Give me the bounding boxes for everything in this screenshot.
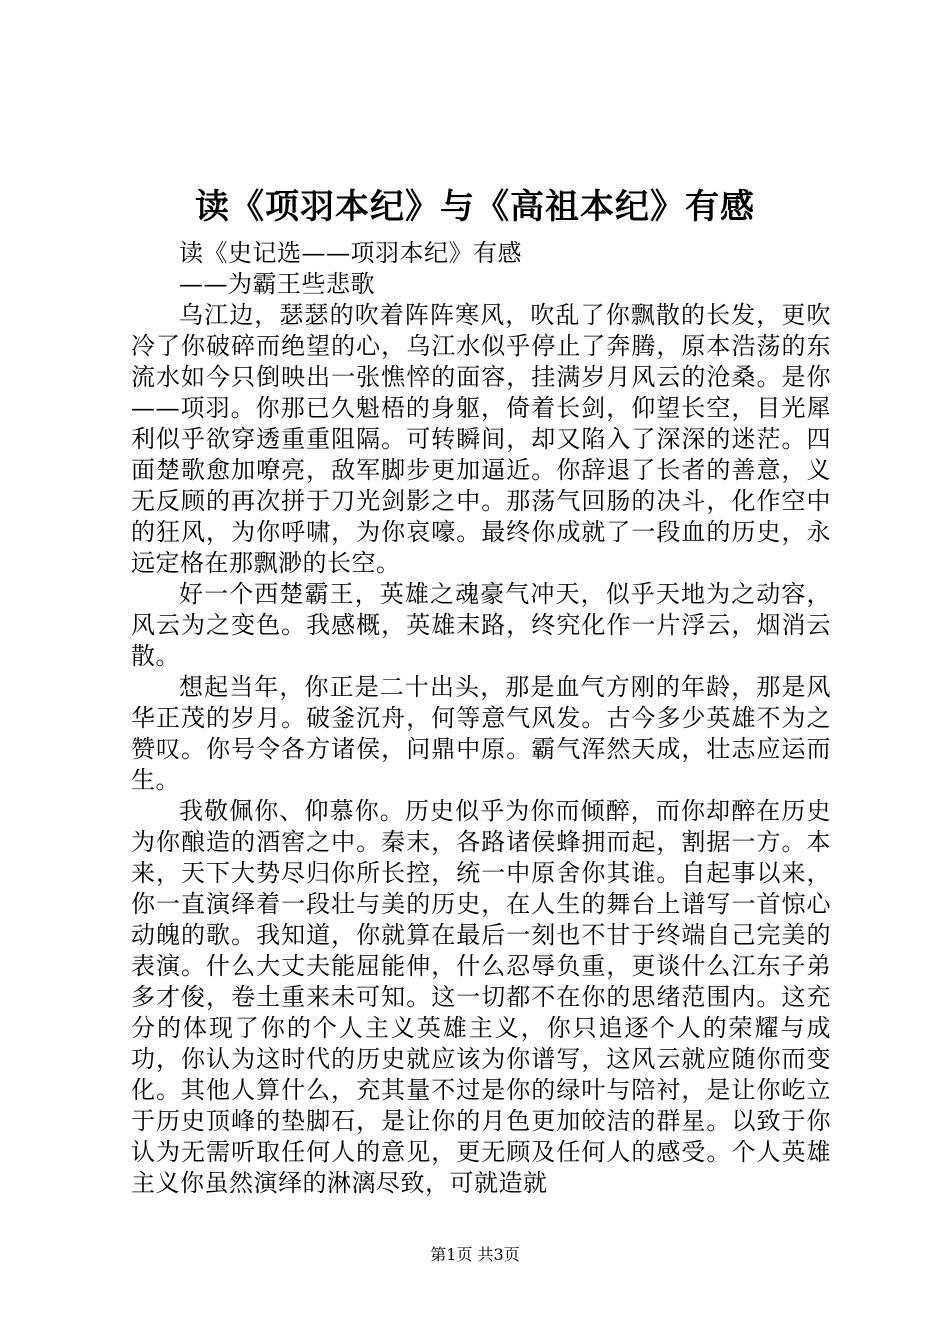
page-number-footer: 第1页 共3页 (430, 1245, 520, 1264)
subtitle-line: ——为霸王些悲歌 (179, 270, 375, 298)
body-paragraph: 我敬佩你、仰慕你。历史似乎为你而倾醉，而你却醉在历史为你酿造的酒窖之中。秦末，各路诸侯蜂拥而起，割据一方。本来，天下大势尽归你所长控，统一中原舍你其谁。自起事以来，你一直演绎着一段壮与美的历史，在人生的舞台上谱写一首惊心动魄的歌。我知道，你就算在最后一刻也不甘于终端自己完美的表演。什么大丈夫能屈能伸，什么忍辱负重，更谈什么江东子弟多才俊，卷土重来未可知。这一切都不在你的思绪范围内。这充分的体现了你的个人主义英雄主义，你只追逐个人的荣耀与成功，你认为这时代的历史就应该为你谱写，这风云就应随你而变化。其他人算什么，充其量不过是你的绿叶与陪衬，是让你屹立于历史顶峰的垫脚石，是让你的月色更加皎洁的群星。以致于你认为无需听取任何人的意见，更无顾及任何人的感受。个人英雄主义你虽然演绎的淋漓尽致，可就造就 (131, 797, 831, 1197)
body-paragraph: 想起当年，你正是二十出头，那是血气方刚的年龄，那是风华正茂的岁月。破釜沉舟，何等意气风发。古今多少英雄不为之赞叹。你号令各方诸侯，问鼎中原。霸气浑然天成，壮志应运而生。 (131, 673, 831, 794)
body-paragraph: 乌江边，瑟瑟的吹着阵阵寒风，吹乱了你飘散的长发，更吹冷了你破碎而绝望的心，乌江水似乎停止了奔腾，原本浩荡的东流水如今只倒映出一张憔悴的面容，挂满岁月风云的沧桑。是你——项羽。你那已久魁梧的身躯，倚着长剑，仰望长空，目光犀利似乎欲穿透重重阻隔。可转瞬间，却又陷入了深深的迷茫。四面楚歌愈加嘹亮，敌军脚步更加逼近。你辞退了长者的善意，义无反顾的再次拼于刀光剑影之中。那荡气回肠的决斗，化作空中的狂风，为你呼啸，为你哀嚎。最终你成就了一段血的历史，永远定格在那飘渺的长空。 (131, 301, 831, 577)
body-paragraph: 好一个西楚霸王，英雄之魂豪气冲天，似乎天地为之动容，风云为之变色。我感概，英雄末路，终究化作一片浮云，烟消云散。 (131, 580, 831, 670)
subtitle-line: 读《史记选——项羽本纪》有感 (179, 239, 522, 267)
document-title: 读《项羽本纪》与《高祖本纪》有感 (195, 187, 755, 227)
document-body (131, 238, 831, 1199)
